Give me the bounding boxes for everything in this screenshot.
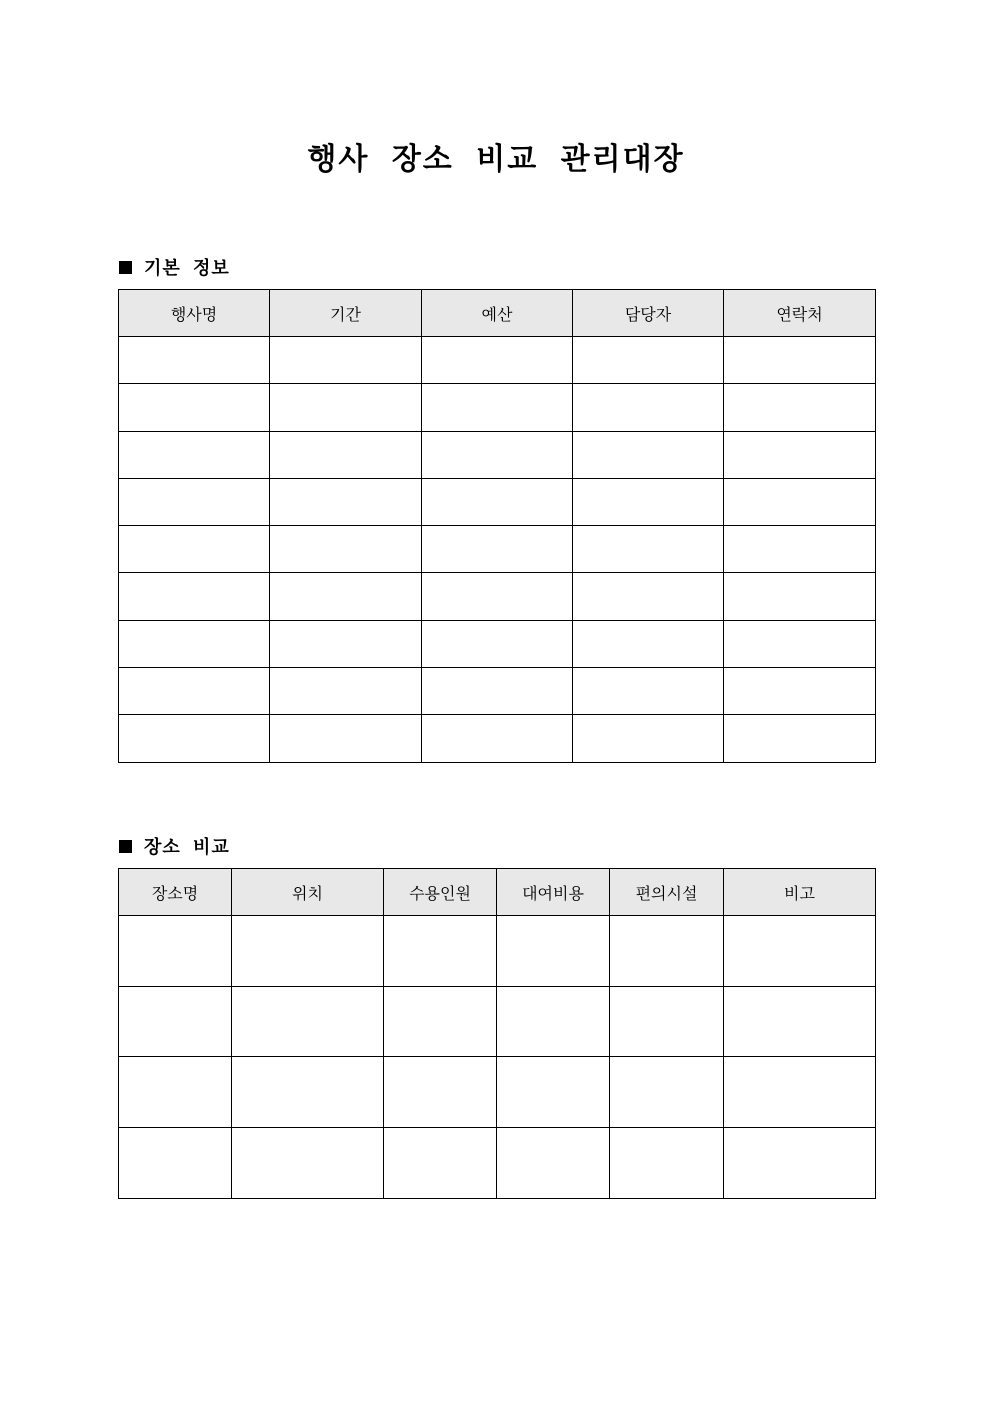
- black-square-icon: [119, 840, 132, 853]
- table-cell[interactable]: [573, 668, 724, 715]
- table-cell[interactable]: [610, 916, 724, 987]
- column-header-period: 기간: [270, 290, 422, 337]
- section-heading-basic-info: [119, 254, 230, 280]
- table-cell[interactable]: [422, 478, 573, 525]
- table-cell[interactable]: [119, 384, 270, 431]
- table-cell[interactable]: [422, 337, 573, 384]
- column-header-facilities: 편의시설: [610, 869, 724, 916]
- table-cell[interactable]: [724, 1057, 876, 1128]
- column-header-contact: 연락처: [724, 290, 876, 337]
- black-square-icon: [119, 261, 132, 274]
- table-header-row: [119, 290, 876, 337]
- table-cell[interactable]: [232, 1128, 384, 1199]
- table-cell[interactable]: [270, 620, 422, 667]
- column-header-location: 위치: [232, 869, 384, 916]
- table-cell[interactable]: [724, 668, 876, 715]
- table-cell[interactable]: [610, 986, 724, 1057]
- venue-compare-table: [118, 868, 876, 1199]
- table-cell[interactable]: [384, 986, 497, 1057]
- section-heading-label: 장소 비교: [144, 837, 230, 858]
- table-cell[interactable]: [573, 337, 724, 384]
- table-cell[interactable]: [270, 573, 422, 620]
- table-cell[interactable]: [119, 573, 270, 620]
- table-cell[interactable]: [270, 478, 422, 525]
- table-cell[interactable]: [422, 573, 573, 620]
- table-cell[interactable]: [422, 526, 573, 573]
- table-row: [119, 715, 876, 762]
- table-cell[interactable]: [119, 986, 232, 1057]
- table-cell[interactable]: [610, 1057, 724, 1128]
- table-cell[interactable]: [119, 715, 270, 762]
- table-cell[interactable]: [724, 431, 876, 478]
- table-cell[interactable]: [724, 478, 876, 525]
- table-cell[interactable]: [119, 668, 270, 715]
- table-cell[interactable]: [724, 526, 876, 573]
- table-cell[interactable]: [422, 384, 573, 431]
- column-header-manager: 담당자: [573, 290, 724, 337]
- table-cell[interactable]: [422, 715, 573, 762]
- table-cell[interactable]: [232, 1057, 384, 1128]
- column-header-remarks: 비고: [724, 869, 876, 916]
- table-cell[interactable]: [422, 668, 573, 715]
- table-cell[interactable]: [497, 1057, 610, 1128]
- table-cell[interactable]: [724, 573, 876, 620]
- section-heading-label: 기본 정보: [144, 258, 230, 279]
- table-cell[interactable]: [119, 478, 270, 525]
- table-header-row: [119, 869, 876, 916]
- table-cell[interactable]: [573, 620, 724, 667]
- table-row: [119, 384, 876, 431]
- table-cell[interactable]: [497, 1128, 610, 1199]
- table-cell[interactable]: [232, 916, 384, 987]
- table-cell[interactable]: [119, 1057, 232, 1128]
- table-row: [119, 478, 876, 525]
- table-cell[interactable]: [610, 1128, 724, 1199]
- table-row: [119, 916, 876, 987]
- table-row: [119, 1057, 876, 1128]
- table-cell[interactable]: [270, 384, 422, 431]
- table-row: [119, 573, 876, 620]
- column-header-capacity: 수용인원: [384, 869, 497, 916]
- column-header-event-name: 행사명: [119, 290, 270, 337]
- table-cell[interactable]: [119, 916, 232, 987]
- table-row: [119, 986, 876, 1057]
- table-cell[interactable]: [119, 337, 270, 384]
- table-cell[interactable]: [270, 431, 422, 478]
- table-cell[interactable]: [724, 620, 876, 667]
- table-cell[interactable]: [573, 573, 724, 620]
- table-row: [119, 337, 876, 384]
- table-cell[interactable]: [270, 337, 422, 384]
- table-cell[interactable]: [573, 715, 724, 762]
- table-row: [119, 526, 876, 573]
- table-cell[interactable]: [573, 384, 724, 431]
- table-cell[interactable]: [384, 916, 497, 987]
- table-cell[interactable]: [497, 986, 610, 1057]
- table-row: [119, 620, 876, 667]
- table-cell[interactable]: [724, 337, 876, 384]
- table-cell[interactable]: [119, 431, 270, 478]
- table-cell[interactable]: [422, 620, 573, 667]
- table-cell[interactable]: [270, 668, 422, 715]
- table-cell[interactable]: [724, 715, 876, 762]
- table-cell[interactable]: [724, 916, 876, 987]
- table-row: [119, 431, 876, 478]
- table-cell[interactable]: [573, 478, 724, 525]
- table-cell[interactable]: [270, 526, 422, 573]
- table-cell[interactable]: [384, 1128, 497, 1199]
- table-cell[interactable]: [270, 715, 422, 762]
- table-cell[interactable]: [232, 986, 384, 1057]
- table-cell[interactable]: [422, 431, 573, 478]
- table-cell[interactable]: [573, 431, 724, 478]
- table-cell[interactable]: [724, 384, 876, 431]
- table-cell[interactable]: [573, 526, 724, 573]
- table-cell[interactable]: [724, 1128, 876, 1199]
- column-header-rental-cost: 대여비용: [497, 869, 610, 916]
- table-cell[interactable]: [497, 916, 610, 987]
- table-cell[interactable]: [384, 1057, 497, 1128]
- column-header-venue-name: 장소명: [119, 869, 232, 916]
- table-cell[interactable]: [119, 526, 270, 573]
- table-cell[interactable]: [119, 1128, 232, 1199]
- section-heading-venue-compare: [119, 833, 230, 859]
- page-title: 행사 장소 비교 관리대장: [307, 142, 685, 177]
- basic-info-table: [118, 289, 876, 763]
- table-cell[interactable]: [119, 620, 270, 667]
- table-row: [119, 668, 876, 715]
- table-row: [119, 1128, 876, 1199]
- column-header-budget: 예산: [422, 290, 573, 337]
- table-cell[interactable]: [724, 986, 876, 1057]
